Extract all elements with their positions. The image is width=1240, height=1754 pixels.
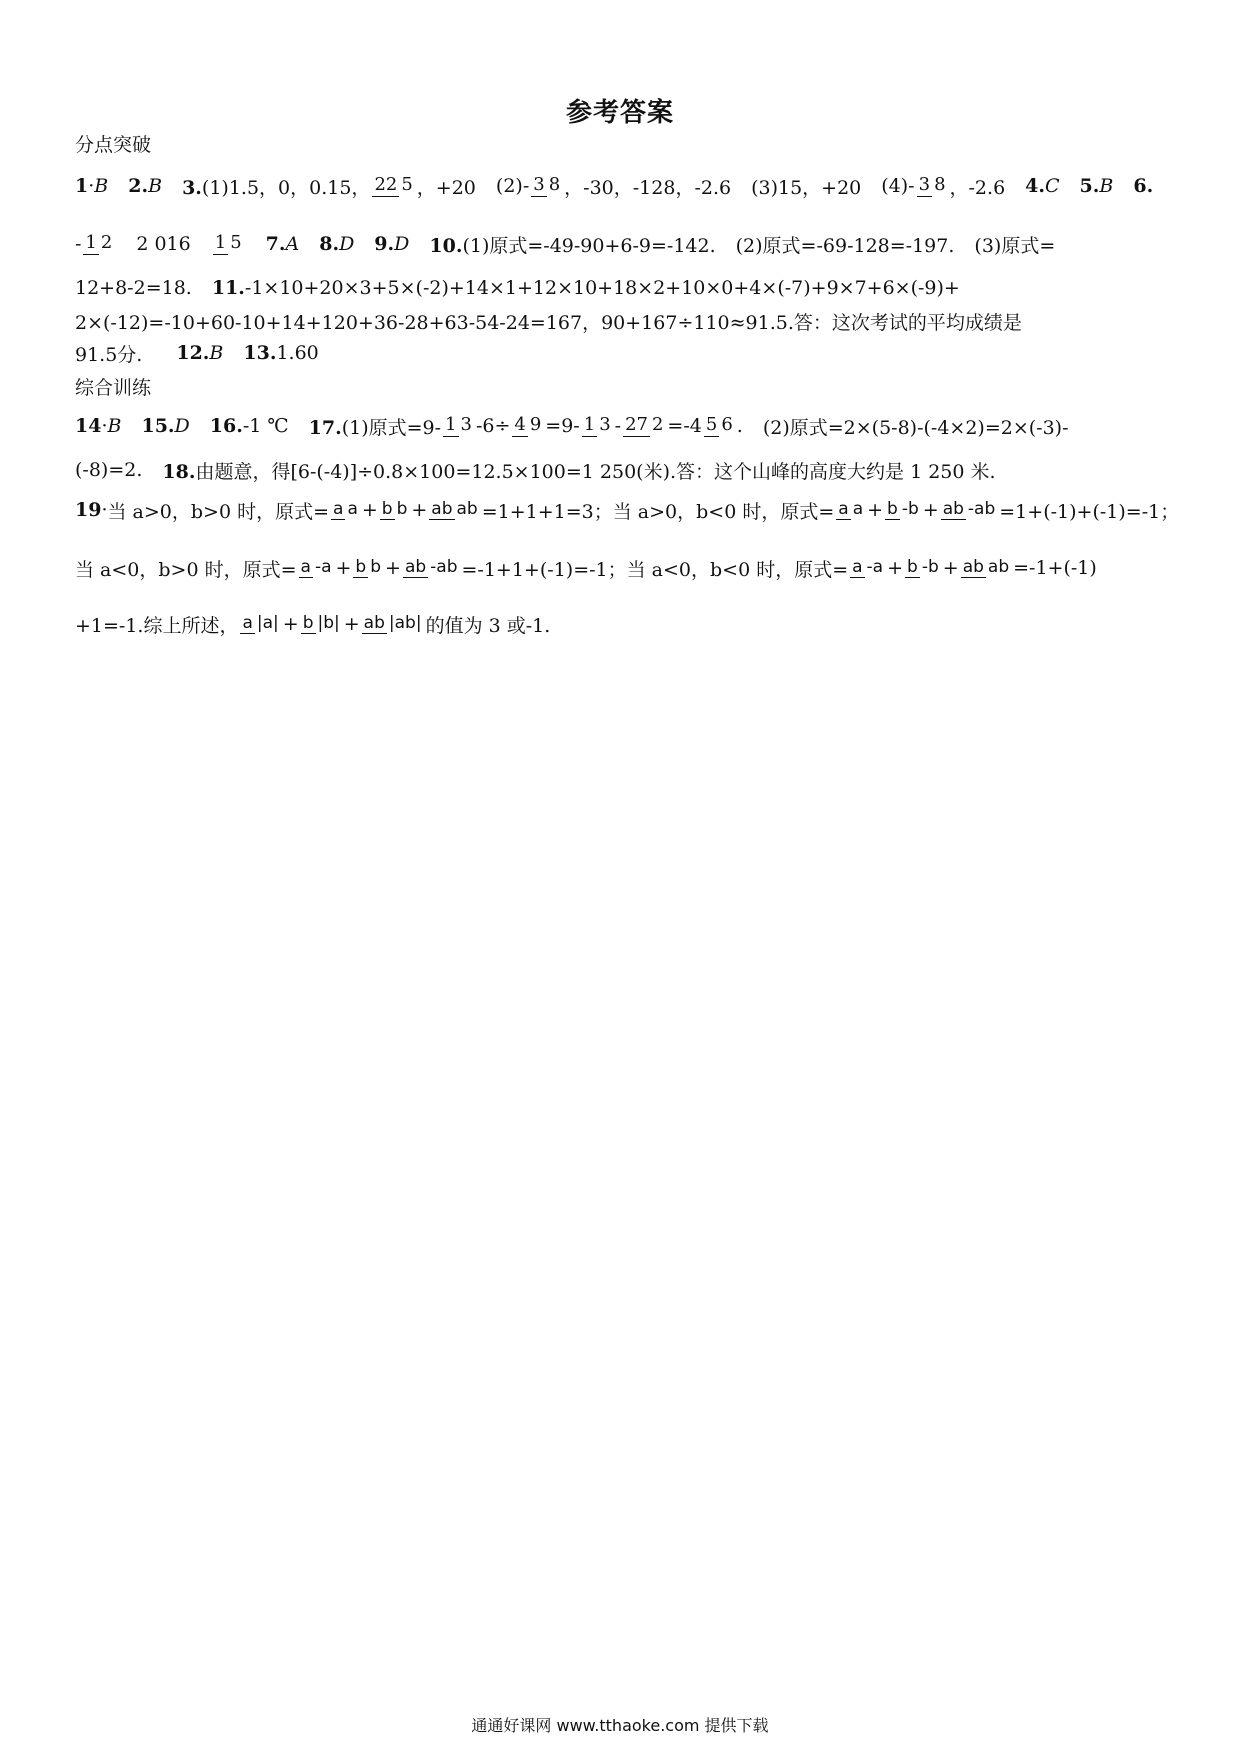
answer-line-6: 14·B 15.D 16.-1 ℃ 17.(1)原式=9- 1 3 -6÷ 4 9 =9- 1 3 - 27 2 =-4 5 6 . (2)原式=2×(5-8)-(-4×2)=2×(-3)- xyxy=(75,414,1069,439)
fraction: ab ab xyxy=(962,556,1010,577)
fraction: 1 3 xyxy=(445,414,472,436)
fraction: 3 8 xyxy=(533,174,561,196)
fraction: 1 2 xyxy=(85,232,113,254)
answer-line-1: 1·B 2.B 3.(1)1.5，0，0.15， 22 5 ，+20 (2)- 3 8 ，-30，-128，-2.6 (3)15，+20 (4)- 3 8 ，-2.6 4.C 5.B 6. xyxy=(75,174,1154,199)
fraction: ab ab xyxy=(431,498,478,519)
page-footer: 通通好课网 www.tthaoke.com 提供下载 xyxy=(471,1716,769,1735)
answer-line-9: 当 a<0，b>0 时，原式= a -a + b b + ab -ab =-1+1+(-1)=-1；当 a<0，b<0 时，原式= a -a + b -b + ab ab =-1+(-1) xyxy=(75,556,1097,581)
fraction: 22 5 xyxy=(374,174,413,196)
fraction: a a xyxy=(333,498,358,519)
fraction: ab |ab| xyxy=(363,612,422,633)
fraction: ab -ab xyxy=(404,556,458,577)
fraction: 1 5 xyxy=(214,232,242,254)
answer-line-5: 91.5分. 12.B 13.1.60 xyxy=(75,342,319,366)
section-heading-comprehensive: 综合训练 xyxy=(75,377,152,399)
fraction: a -a xyxy=(852,556,884,577)
fraction: 3 8 xyxy=(918,174,946,196)
fraction: b b xyxy=(381,498,408,519)
fraction: 4 9 xyxy=(514,414,542,436)
fraction: b |b| xyxy=(302,612,340,633)
answer-line-3: 12+8-2=18. 11.-1×10+20×3+5×(-2)+14×1+12×10+18×2+10×0+4×(-7)+9×7+6×(-9)+ xyxy=(75,277,960,299)
fraction: a -a xyxy=(300,556,332,577)
answer-line-8: 19· 当 a>0，b>0 时，原式= a a + b b + ab ab =1+1+1=3；当 a>0，b<0 时，原式= a a + b -b + ab -ab =1+(-1)+(-1)=-1； xyxy=(75,498,1180,523)
fraction: a |a| xyxy=(242,612,279,633)
fraction: b b xyxy=(355,556,382,577)
fraction: b -b xyxy=(907,556,939,577)
fraction: 27 2 xyxy=(625,414,664,436)
section-heading-practice: 分点突破 xyxy=(75,134,152,156)
fraction: a a xyxy=(838,498,864,519)
answer-line-7: (-8)=2. 18.由题意，得[6-(-4)]÷0.8×100=12.5×100=1 250(米).答：这个山峰的高度大约是 1 250 米. xyxy=(75,459,996,483)
answer-line-4: 2×(-12)=-10+60-10+14+120+36-28+63-54-24=167，90+167÷110≈91.5.答：这次考试的平均成绩是 xyxy=(75,311,1022,334)
fraction: ab -ab xyxy=(942,498,996,519)
fraction: 5 6 xyxy=(705,414,733,436)
fraction: b -b xyxy=(887,498,919,519)
fraction: 1 3 xyxy=(583,414,611,436)
answer-line-2: - 1 2 2 016 1 5 7.A 8.D 9.D 10.(1)原式=-49-90+6-9=-142. (2)原式=-69-128=-197. (3)原式= xyxy=(75,232,1056,257)
answer-line-10: +1=-1.综上所述， a |a| + b |b| + ab |ab| 的值为 3 或-1. xyxy=(75,612,551,637)
page-title: 参考答案 xyxy=(565,98,674,128)
